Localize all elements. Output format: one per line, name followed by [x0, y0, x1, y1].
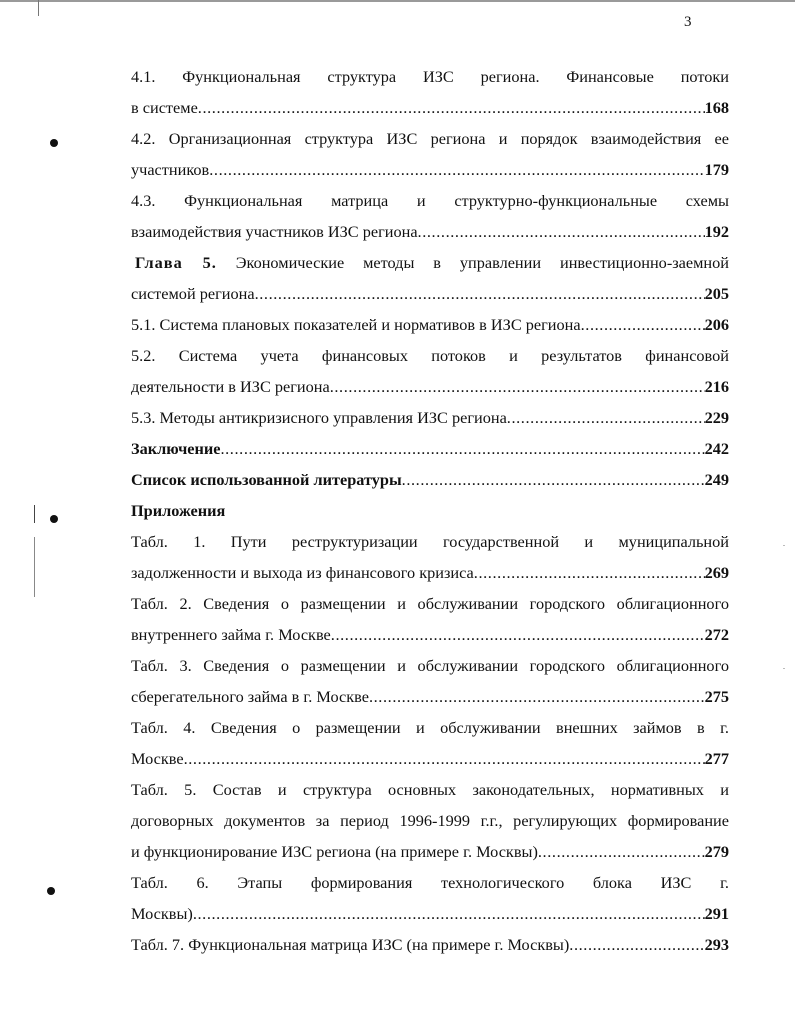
toc-entry-text: Табл. 5. Состав и структура основных законодательных, нормативных и — [131, 780, 729, 799]
dot-leader — [209, 154, 704, 185]
toc-entry-line — [131, 681, 729, 712]
scan-margin-mark — [783, 545, 785, 546]
toc-entry-text: в системе — [131, 98, 198, 117]
dot-leader — [538, 836, 705, 867]
toc-page-number: 293 — [704, 935, 729, 954]
toc-entry-line — [131, 92, 729, 123]
scan-margin-mark — [34, 537, 35, 597]
toc-page-number: 279 — [704, 842, 729, 861]
toc-page-number: 269 — [704, 563, 729, 582]
dot-leader — [369, 681, 705, 712]
punch-hole-mark — [50, 139, 58, 147]
dot-leader — [418, 216, 705, 247]
toc-chapter-heading — [131, 247, 729, 278]
dot-leader — [507, 402, 705, 433]
toc-entry-text: 5.1. Система плановых показателей и нормативов в ИЗС региона — [131, 315, 581, 334]
toc-entry-line — [131, 309, 729, 340]
toc-entry-line — [131, 743, 729, 774]
toc-entry-text: участников — [131, 160, 210, 179]
toc-entry-text: 5.2. Система учета финансовых потоков и результатов финансовой — [131, 346, 729, 365]
toc-entry-text: Табл. 1. Пути реструктуризации государственной и муниципальной — [131, 532, 729, 551]
dot-leader — [220, 433, 704, 464]
scan-left-edge — [38, 0, 39, 16]
punch-hole-mark — [50, 515, 58, 523]
toc-entry-line — [131, 464, 729, 495]
toc-page-number: 168 — [704, 98, 729, 117]
toc-page-number: 229 — [704, 408, 729, 427]
toc-entry-text: Табл. 6. Этапы формирования технологического блока ИЗС г. — [131, 873, 729, 892]
toc-entry-line — [131, 402, 729, 433]
toc-page-number: 242 — [704, 439, 729, 458]
toc-page-number: 272 — [704, 625, 729, 644]
toc-page-number: 249 — [704, 470, 729, 489]
scan-top-edge — [0, 0, 795, 2]
toc-entry-text: Москвы) — [131, 904, 193, 923]
toc-entry-line — [131, 836, 729, 867]
toc-page-number: 206 — [704, 315, 729, 334]
toc-entry-text: договорных документов за период 1996-1999 г.г., регулирующих формирование — [131, 811, 729, 830]
toc-page-number: 275 — [704, 687, 729, 706]
toc-entry-text: и функционирование ИЗС региона (на примере г. Москвы) — [131, 842, 538, 861]
toc-entry-text: внутреннего займа г. Москве — [131, 625, 331, 644]
toc-section-title: Заключение — [131, 439, 221, 458]
toc-entry-text: Табл. 3. Сведения о размещении и обслуживании городского облигационного — [131, 656, 729, 675]
toc-section-title: Список использованной литературы — [131, 470, 402, 489]
toc-page-number: 277 — [704, 749, 729, 768]
dot-leader — [255, 278, 705, 309]
punch-hole-mark — [47, 887, 55, 895]
toc-entry-line — [131, 929, 729, 960]
appendix-heading: Приложения — [131, 501, 226, 520]
toc-entry-text: Табл. 7. Функциональная матрица ИЗС (на примере г. Москвы) — [131, 935, 570, 954]
toc-page-number: 291 — [704, 904, 729, 923]
toc-entry-text: 4.1. Функциональная структура ИЗС региона. Финансовые потоки — [131, 67, 729, 86]
toc-page-number: 216 — [704, 377, 729, 396]
toc-page-number: 205 — [704, 284, 729, 303]
chapter-label: Глава 5. — [135, 253, 217, 272]
dot-leader — [331, 619, 705, 650]
toc-entry-line — [131, 216, 729, 247]
toc-entry-line — [131, 619, 729, 650]
toc-entry-text: системой региона — [131, 284, 255, 303]
toc-entry-line — [131, 278, 729, 309]
dot-leader — [581, 309, 705, 340]
toc-entry-text: взаимодействия участников ИЗС региона — [131, 222, 418, 241]
toc-entry-text: задолженности и выхода из финансового кризиса — [131, 563, 474, 582]
toc-page-number: 179 — [704, 160, 729, 179]
dot-leader — [184, 743, 705, 774]
toc-entry-text: 4.3. Функциональная матрица и структурно-функциональные схемы — [131, 191, 729, 210]
scan-margin-mark — [34, 505, 35, 523]
table-of-contents — [131, 61, 729, 960]
toc-entry-text: деятельности в ИЗС региона — [131, 377, 330, 396]
dot-leader — [193, 898, 705, 929]
toc-entry-text: Табл. 4. Сведения о размещении и обслуживании внешних займов в г. — [131, 718, 729, 737]
toc-entry-text: 4.2. Организационная структура ИЗС региона и порядок взаимодействия ее — [131, 129, 729, 148]
toc-entry-line — [131, 898, 729, 929]
dot-leader — [330, 371, 705, 402]
toc-entry-line — [131, 154, 729, 185]
scan-margin-mark — [783, 668, 785, 669]
toc-entry-line — [131, 433, 729, 464]
toc-entry-text: 5.3. Методы антикризисного управления ИЗС региона — [131, 408, 507, 427]
page-number: 3 — [684, 14, 692, 30]
dot-leader — [569, 929, 704, 960]
toc-entry-text: Москве — [131, 749, 184, 768]
dot-leader — [402, 464, 705, 495]
toc-entry-text: Табл. 2. Сведения о размещении и обслуживании городского облигационного — [131, 594, 729, 613]
dot-leader — [198, 92, 705, 123]
toc-entry-line — [131, 371, 729, 402]
toc-entry-line — [131, 557, 729, 588]
dot-leader — [474, 557, 705, 588]
toc-page-number: 192 — [704, 222, 729, 241]
toc-entry-text: сберегательного займа в г. Москве — [131, 687, 369, 706]
toc-entry-text: Экономические методы в управлении инвестиционно-заемной — [235, 253, 729, 272]
